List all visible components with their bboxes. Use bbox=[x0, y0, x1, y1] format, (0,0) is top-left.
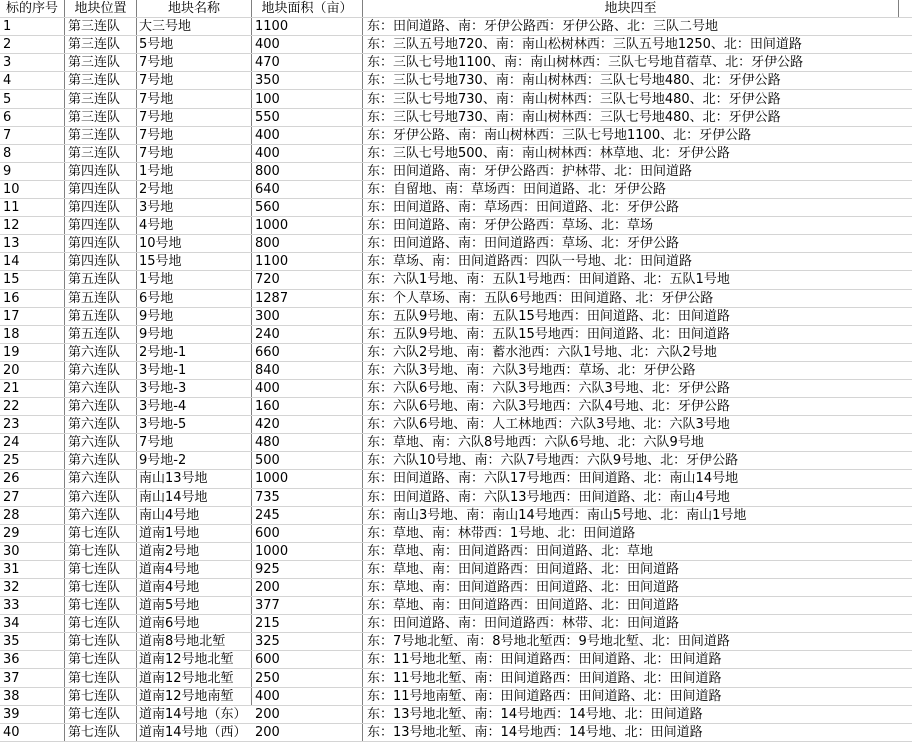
table-row bbox=[0, 181, 912, 199]
cell-location[interactable]: 第七连队 bbox=[65, 669, 137, 686]
cell-seq[interactable]: 15 bbox=[0, 271, 65, 288]
cell-seq[interactable]: 32 bbox=[0, 579, 65, 596]
cell-name[interactable]: 1号地 bbox=[137, 163, 252, 180]
cell-area[interactable]: 400 bbox=[252, 36, 363, 53]
cell-bounds[interactable]: 东：牙伊公路、南：南山树林西：三队七号地1100、北：牙伊公路 bbox=[367, 127, 752, 143]
cell-area[interactable]: 500 bbox=[252, 452, 363, 469]
cell-seq[interactable]: 14 bbox=[0, 253, 65, 270]
table-row bbox=[0, 633, 912, 651]
cell-location[interactable]: 第六连队 bbox=[65, 470, 137, 487]
header-row bbox=[0, 0, 912, 18]
cell-area[interactable]: 400 bbox=[252, 127, 363, 144]
cell-seq[interactable]: 26 bbox=[0, 470, 65, 487]
cell-seq[interactable]: 28 bbox=[0, 507, 65, 524]
cell-location[interactable]: 第三连队 bbox=[65, 18, 137, 35]
column-header-name[interactable]: 地块名称 bbox=[137, 0, 252, 17]
table-row bbox=[0, 489, 912, 507]
cell-seq[interactable]: 20 bbox=[0, 362, 65, 379]
cell-name[interactable]: 道南14号地（东） bbox=[139, 706, 247, 722]
table-row bbox=[0, 669, 912, 687]
cell-name[interactable]: 南山14号地 bbox=[137, 489, 252, 506]
table-row bbox=[0, 163, 912, 181]
cell-name[interactable]: 道南1号地 bbox=[137, 525, 252, 542]
cell-name[interactable]: 3号地 bbox=[137, 199, 252, 216]
cell-location[interactable]: 第七连队 bbox=[65, 651, 137, 668]
cell-name[interactable]: 10号地 bbox=[137, 235, 252, 252]
cell-location[interactable]: 第五连队 bbox=[65, 308, 137, 325]
cell-area[interactable]: 1000 bbox=[252, 543, 363, 560]
cell-bounds[interactable]: 东：自留地、南：草场西：田间道路、北：牙伊公路 bbox=[367, 181, 667, 197]
cell-name[interactable]: 9号地 bbox=[137, 308, 252, 325]
cell-seq[interactable]: 6 bbox=[0, 109, 65, 126]
cell-seq[interactable]: 4 bbox=[0, 72, 65, 89]
cell-location[interactable]: 第七连队 bbox=[65, 615, 137, 632]
cell-area[interactable]: 840 bbox=[252, 362, 363, 379]
cell-name[interactable]: 2号地 bbox=[137, 181, 252, 198]
empty-filler-cell bbox=[899, 0, 912, 17]
cell-seq[interactable]: 3 bbox=[0, 54, 65, 71]
cell-area[interactable]: 1000 bbox=[252, 470, 363, 487]
cell-bounds[interactable]: 东：三队七号地730、南：南山树林西：三队七号地480、北：牙伊公路 bbox=[367, 109, 781, 125]
cell-name[interactable]: 7号地 bbox=[137, 72, 252, 89]
cell-name[interactable]: 3号地-4 bbox=[137, 398, 252, 415]
table-row bbox=[0, 579, 912, 597]
cell-seq[interactable]: 29 bbox=[0, 525, 65, 542]
cell-seq[interactable]: 38 bbox=[0, 688, 65, 705]
cell-seq[interactable]: 35 bbox=[0, 633, 65, 650]
cell-bounds[interactable]: 东：六队1号地、南：五队1号地西：田间道路、北：五队1号地 bbox=[367, 272, 730, 288]
cell-location[interactable]: 第七连队 bbox=[65, 561, 137, 578]
cell-seq[interactable]: 34 bbox=[0, 615, 65, 632]
table-row bbox=[0, 651, 912, 669]
cell-bounds[interactable]: 东：11号地南堑、南：田间道路西：田间道路、北：田间道路 bbox=[367, 688, 722, 704]
cell-bounds[interactable]: 东：11号地北堑、南：田间道路西：田间道路、北：田间道路 bbox=[367, 652, 722, 668]
cell-seq[interactable]: 8 bbox=[0, 145, 65, 162]
cell-name[interactable]: 道南6号地 bbox=[137, 615, 252, 632]
cell-seq[interactable]: 31 bbox=[0, 561, 65, 578]
cell-area[interactable]: 215 bbox=[252, 615, 363, 632]
cell-name[interactable]: 道南8号地北堑 bbox=[137, 633, 252, 650]
cell-area[interactable]: 240 bbox=[252, 326, 363, 343]
cell-name[interactable]: 7号地 bbox=[137, 109, 252, 126]
table-row bbox=[0, 253, 912, 271]
table-row bbox=[0, 235, 912, 253]
cell-bounds[interactable]: 东：三队七号地1100、南：南山树林西：三队七号地苜蓿草、北：牙伊公路 bbox=[367, 55, 804, 71]
table-row bbox=[0, 90, 912, 108]
cell-bounds[interactable]: 东：草场、南：田间道路西：四队一号地、北：田间道路 bbox=[367, 254, 693, 270]
cell-seq[interactable]: 40 bbox=[0, 724, 65, 741]
cell-seq[interactable]: 10 bbox=[0, 181, 65, 198]
table-row bbox=[0, 706, 912, 724]
cell-bounds[interactable]: 东：六队3号地、南：六队3号地西：草场、北：牙伊公路 bbox=[367, 362, 696, 378]
cell-bounds[interactable]: 东：五队9号地、南：五队15号地西：田间道路、北：田间道路 bbox=[367, 308, 730, 324]
cell-area[interactable]: 640 bbox=[252, 181, 363, 198]
table-row bbox=[0, 145, 912, 163]
cell-bounds[interactable]: 东：三队七号地730、南：南山树林西：三队七号地480、北：牙伊公路 bbox=[367, 91, 781, 107]
cell-seq[interactable]: 1 bbox=[0, 18, 65, 35]
cell-bounds[interactable]: 东：个人草场、南：五队6号地西：田间道路、北：牙伊公路 bbox=[367, 290, 714, 306]
cell-name[interactable]: 1号地 bbox=[137, 271, 252, 288]
cell-bounds[interactable]: 东：13号地北堑、南：14号地西：14号地、北：田间道路 bbox=[367, 706, 703, 722]
table-row bbox=[0, 525, 912, 543]
cell-location[interactable]: 第七连队 bbox=[65, 597, 137, 614]
cell-seq[interactable]: 25 bbox=[0, 452, 65, 469]
cell-location[interactable]: 第三连队 bbox=[65, 127, 137, 144]
cell-area[interactable]: 480 bbox=[252, 434, 363, 451]
table-row bbox=[0, 398, 912, 416]
cell-area[interactable]: 400 bbox=[252, 145, 363, 162]
table-row bbox=[0, 54, 912, 72]
column-header-area[interactable]: 地块面积（亩） bbox=[252, 0, 363, 17]
column-header-bounds[interactable]: 地块四至 bbox=[363, 0, 899, 17]
cell-name[interactable]: 7号地 bbox=[137, 434, 252, 451]
cell-area[interactable]: 200 bbox=[252, 579, 363, 596]
cell-name[interactable]: 7号地 bbox=[137, 90, 252, 107]
cell-name[interactable]: 南山13号地 bbox=[137, 470, 252, 487]
cell-name[interactable]: 道南12号地北堑 bbox=[137, 669, 252, 686]
cell-location[interactable]: 第四连队 bbox=[65, 235, 137, 252]
table-row bbox=[0, 217, 912, 235]
cell-area[interactable]: 325 bbox=[252, 633, 363, 650]
cell-area[interactable]: 250 bbox=[252, 669, 363, 686]
cell-name[interactable]: 大三号地 bbox=[137, 18, 252, 35]
table-row bbox=[0, 597, 912, 615]
cell-seq[interactable]: 11 bbox=[0, 199, 65, 216]
cell-bounds[interactable]: 东：三队五号地720、南：南山松树林西：三队五号地1250、北：田间道路 bbox=[367, 37, 802, 53]
cell-area[interactable]: 800 bbox=[252, 235, 363, 252]
cell-area[interactable]: 245 bbox=[252, 507, 363, 524]
cell-bounds[interactable]: 东：田间道路、南：牙伊公路西：护林带、北：田间道路 bbox=[367, 163, 693, 179]
cell-bounds[interactable]: 东：六队6号地、南：六队3号地西：六队4号地、北：牙伊公路 bbox=[367, 399, 730, 415]
table-row bbox=[0, 72, 912, 90]
cell-location[interactable]: 第四连队 bbox=[65, 253, 137, 270]
cell-seq[interactable]: 24 bbox=[0, 434, 65, 451]
cell-name[interactable]: 2号地-1 bbox=[137, 344, 252, 361]
table-row bbox=[0, 615, 912, 633]
table-row bbox=[0, 199, 912, 217]
cell-name[interactable]: 6号地 bbox=[137, 290, 252, 307]
cell-location[interactable]: 第四连队 bbox=[65, 199, 137, 216]
cell-location[interactable]: 第五连队 bbox=[65, 326, 137, 343]
cell-seq[interactable]: 37 bbox=[0, 669, 65, 686]
table-row bbox=[0, 344, 912, 362]
cell-name[interactable]: 南山4号地 bbox=[137, 507, 252, 524]
cell-name[interactable]: 3号地-5 bbox=[137, 416, 252, 433]
cell-bounds[interactable]: 东：田间道路、南：牙伊公路西：草场、北：草场 bbox=[367, 218, 654, 234]
table-row bbox=[0, 36, 912, 54]
cell-area[interactable]: 800 bbox=[252, 163, 363, 180]
cell-area[interactable]: 550 bbox=[252, 109, 363, 126]
cell-area[interactable]: 400 bbox=[252, 380, 363, 397]
cell-seq[interactable]: 23 bbox=[0, 416, 65, 433]
cell-seq[interactable]: 5 bbox=[0, 90, 65, 107]
cell-area[interactable]: 1000 bbox=[252, 217, 363, 234]
cell-location[interactable]: 第六连队 bbox=[65, 362, 137, 379]
cell-area[interactable]: 160 bbox=[252, 398, 363, 415]
cell-area[interactable]: 350 bbox=[252, 72, 363, 89]
table-row bbox=[0, 109, 912, 127]
cell-location[interactable]: 第三连队 bbox=[65, 145, 137, 162]
table-row bbox=[0, 724, 912, 742]
table-row bbox=[0, 470, 912, 488]
cell-location[interactable]: 第七连队 bbox=[65, 706, 137, 723]
cell-location[interactable]: 第七连队 bbox=[65, 543, 137, 560]
cell-seq[interactable]: 36 bbox=[0, 651, 65, 668]
cell-location[interactable]: 第七连队 bbox=[65, 579, 137, 596]
cell-bounds[interactable]: 东：草地、南：田间道路西：田间道路、北：田间道路 bbox=[367, 598, 680, 614]
cell-bounds[interactable]: 东：田间道路、南：田间道路西：林带、北：田间道路 bbox=[367, 616, 680, 632]
cell-name[interactable]: 4号地 bbox=[137, 217, 252, 234]
cell-location[interactable]: 第六连队 bbox=[65, 507, 137, 524]
cell-name[interactable]: 道南2号地 bbox=[137, 543, 252, 560]
cell-bounds[interactable]: 东：草地、南：林带西：1号地、北：田间道路 bbox=[367, 525, 636, 541]
cell-seq[interactable]: 7 bbox=[0, 127, 65, 144]
cell-name[interactable]: 7号地 bbox=[137, 127, 252, 144]
cell-bounds[interactable]: 东：南山3号地、南：南山14号地西：南山5号地、北：南山1号地 bbox=[367, 507, 747, 523]
cell-area[interactable]: 420 bbox=[252, 416, 363, 433]
table-row bbox=[0, 127, 912, 145]
cell-location[interactable]: 第四连队 bbox=[65, 217, 137, 234]
cell-bounds[interactable]: 东：三队七号地500、南：南山树林西：林草地、北：牙伊公路 bbox=[367, 145, 730, 161]
cell-bounds[interactable]: 东：三队七号地730、南：南山树林西：三队七号地480、北：牙伊公路 bbox=[367, 73, 781, 89]
cell-seq[interactable]: 33 bbox=[0, 597, 65, 614]
cell-name[interactable]: 道南4号地 bbox=[137, 561, 252, 578]
cell-seq[interactable]: 39 bbox=[0, 706, 65, 723]
cell-location[interactable]: 第六连队 bbox=[65, 434, 137, 451]
table-row bbox=[0, 416, 912, 434]
cell-area[interactable]: 400 bbox=[252, 688, 363, 705]
cell-seq[interactable]: 13 bbox=[0, 235, 65, 252]
cell-location[interactable]: 第六连队 bbox=[65, 416, 137, 433]
cell-location[interactable]: 第六连队 bbox=[65, 398, 137, 415]
cell-area[interactable]: 470 bbox=[252, 54, 363, 71]
cell-name[interactable]: 3号地-3 bbox=[137, 380, 252, 397]
cell-area[interactable]: 100 bbox=[252, 90, 363, 107]
cell-area[interactable]: 600 bbox=[252, 651, 363, 668]
cell-name[interactable]: 7号地 bbox=[137, 145, 252, 162]
cell-seq[interactable]: 12 bbox=[0, 217, 65, 234]
table-row bbox=[0, 507, 912, 525]
cell-location[interactable]: 第三连队 bbox=[65, 72, 137, 89]
cell-location[interactable]: 第六连队 bbox=[65, 489, 137, 506]
table-row bbox=[0, 380, 912, 398]
cell-area[interactable]: 1100 bbox=[252, 253, 363, 270]
cell-location[interactable]: 第七连队 bbox=[65, 525, 137, 542]
cell-bounds[interactable]: 东：六队6号地、南：人工林地西：六队3号地、北：六队3号地 bbox=[367, 417, 730, 433]
table-row bbox=[0, 271, 912, 289]
cell-bounds[interactable]: 东：草地、南：田间道路西：田间道路、北：草地 bbox=[367, 543, 654, 559]
cell-location[interactable]: 第三连队 bbox=[65, 54, 137, 71]
column-header-location[interactable]: 地块位置 bbox=[65, 0, 137, 17]
cell-area[interactable]: 925 bbox=[252, 561, 363, 578]
cell-seq[interactable]: 9 bbox=[0, 163, 65, 180]
cell-area[interactable]: 200 bbox=[252, 724, 363, 741]
cell-bounds[interactable]: 东：田间道路、南：牙伊公路西：牙伊公路、北：三队二号地 bbox=[367, 19, 719, 35]
cell-location[interactable]: 第七连队 bbox=[65, 633, 137, 650]
cell-location[interactable]: 第五连队 bbox=[65, 271, 137, 288]
cell-seq[interactable]: 21 bbox=[0, 380, 65, 397]
column-header-seq[interactable]: 标的序号 bbox=[0, 0, 65, 17]
cell-area[interactable]: 300 bbox=[252, 308, 363, 325]
cell-bounds[interactable]: 东：田间道路、南：六队13号地西：田间道路、北：南山4号地 bbox=[367, 489, 730, 505]
cell-area[interactable]: 720 bbox=[252, 271, 363, 288]
cell-bounds[interactable]: 东：7号地北堑、南：8号地北堑西：9号地北堑、北：田间道路 bbox=[367, 634, 730, 650]
cell-bounds[interactable]: 东：11号地北堑、南：田间道路西：田间道路、北：田间道路 bbox=[367, 670, 722, 686]
table-row bbox=[0, 561, 912, 579]
cell-location[interactable]: 第三连队 bbox=[65, 109, 137, 126]
cell-location[interactable]: 第七连队 bbox=[65, 688, 137, 705]
cell-bounds[interactable]: 东：六队2号地、南：蓄水池西：六队1号地、北：六队2号地 bbox=[367, 344, 717, 360]
cell-area[interactable]: 735 bbox=[252, 489, 363, 506]
cell-name[interactable]: 5号地 bbox=[137, 36, 252, 53]
cell-name[interactable]: 15号地 bbox=[137, 253, 252, 270]
cell-bounds[interactable]: 东：田间道路、南：草场西：田间道路、北：牙伊公路 bbox=[367, 200, 680, 216]
table-row bbox=[0, 543, 912, 561]
table-row bbox=[0, 290, 912, 308]
cell-name[interactable]: 道南5号地 bbox=[137, 597, 252, 614]
cell-location[interactable]: 第四连队 bbox=[65, 181, 137, 198]
cell-area[interactable]: 377 bbox=[252, 597, 363, 614]
cell-name[interactable]: 9号地-2 bbox=[137, 452, 252, 469]
cell-seq[interactable]: 2 bbox=[0, 36, 65, 53]
cell-name[interactable]: 道南12号地南堑 bbox=[137, 688, 252, 705]
cell-area[interactable]: 1287 bbox=[252, 290, 363, 307]
cell-bounds[interactable]: 东：草地、南：田间道路西：田间道路、北：田间道路 bbox=[367, 561, 680, 577]
cell-seq[interactable]: 30 bbox=[0, 543, 65, 560]
cell-name[interactable]: 9号地 bbox=[137, 326, 252, 343]
cell-bounds[interactable]: 东：五队9号地、南：五队15号地西：田间道路、北：田间道路 bbox=[367, 326, 730, 342]
table-row bbox=[0, 452, 912, 470]
cell-area[interactable]: 1100 bbox=[252, 18, 363, 35]
cell-location[interactable]: 第六连队 bbox=[65, 452, 137, 469]
cell-bounds[interactable]: 东：田间道路、南：六队17号地西：田间道路、北：南山14号地 bbox=[367, 471, 739, 487]
cell-bounds[interactable]: 东：六队10号地、南：六队7号地西：六队9号地、北：牙伊公路 bbox=[367, 453, 739, 469]
cell-name[interactable]: 道南14号地（西） bbox=[139, 724, 247, 740]
cell-area[interactable]: 660 bbox=[252, 344, 363, 361]
cell-seq[interactable]: 27 bbox=[0, 489, 65, 506]
cell-area[interactable]: 200 bbox=[252, 706, 363, 723]
cell-seq[interactable]: 19 bbox=[0, 344, 65, 361]
cell-seq[interactable]: 22 bbox=[0, 398, 65, 415]
cell-name[interactable]: 道南4号地 bbox=[137, 579, 252, 596]
cell-location[interactable]: 第六连队 bbox=[65, 380, 137, 397]
cell-location[interactable]: 第五连队 bbox=[65, 290, 137, 307]
cell-bounds[interactable]: 东：田间道路、南：田间道路西：草场、北：牙伊公路 bbox=[367, 236, 680, 252]
cell-name[interactable]: 3号地-1 bbox=[137, 362, 252, 379]
table-row bbox=[0, 434, 912, 452]
cell-bounds[interactable]: 东：草地、南：田间道路西：田间道路、北：田间道路 bbox=[367, 580, 680, 596]
cell-location[interactable]: 第三连队 bbox=[65, 36, 137, 53]
cell-location[interactable]: 第七连队 bbox=[65, 724, 137, 741]
cell-seq[interactable]: 18 bbox=[0, 326, 65, 343]
cell-name[interactable]: 7号地 bbox=[137, 54, 252, 71]
cell-name[interactable]: 道南12号地北堑 bbox=[137, 651, 252, 668]
cell-bounds[interactable]: 东：13号地北堑、南：14号地西：14号地、北：田间道路 bbox=[367, 724, 703, 740]
table-row bbox=[0, 18, 912, 36]
cell-seq[interactable]: 17 bbox=[0, 308, 65, 325]
cell-location[interactable]: 第三连队 bbox=[65, 90, 137, 107]
table-row bbox=[0, 308, 912, 326]
cell-bounds[interactable]: 东：六队6号地、南：六队3号地西：六队3号地、北：牙伊公路 bbox=[367, 381, 730, 397]
cell-area[interactable]: 560 bbox=[252, 199, 363, 216]
cell-location[interactable]: 第六连队 bbox=[65, 344, 137, 361]
table-row bbox=[0, 688, 912, 706]
table-row bbox=[0, 326, 912, 344]
cell-bounds[interactable]: 东：草地、南：六队8号地西：六队6号地、北：六队9号地 bbox=[367, 435, 704, 451]
cell-location[interactable]: 第四连队 bbox=[65, 163, 137, 180]
table-row bbox=[0, 362, 912, 380]
cell-seq[interactable]: 16 bbox=[0, 290, 65, 307]
cell-area[interactable]: 600 bbox=[252, 525, 363, 542]
